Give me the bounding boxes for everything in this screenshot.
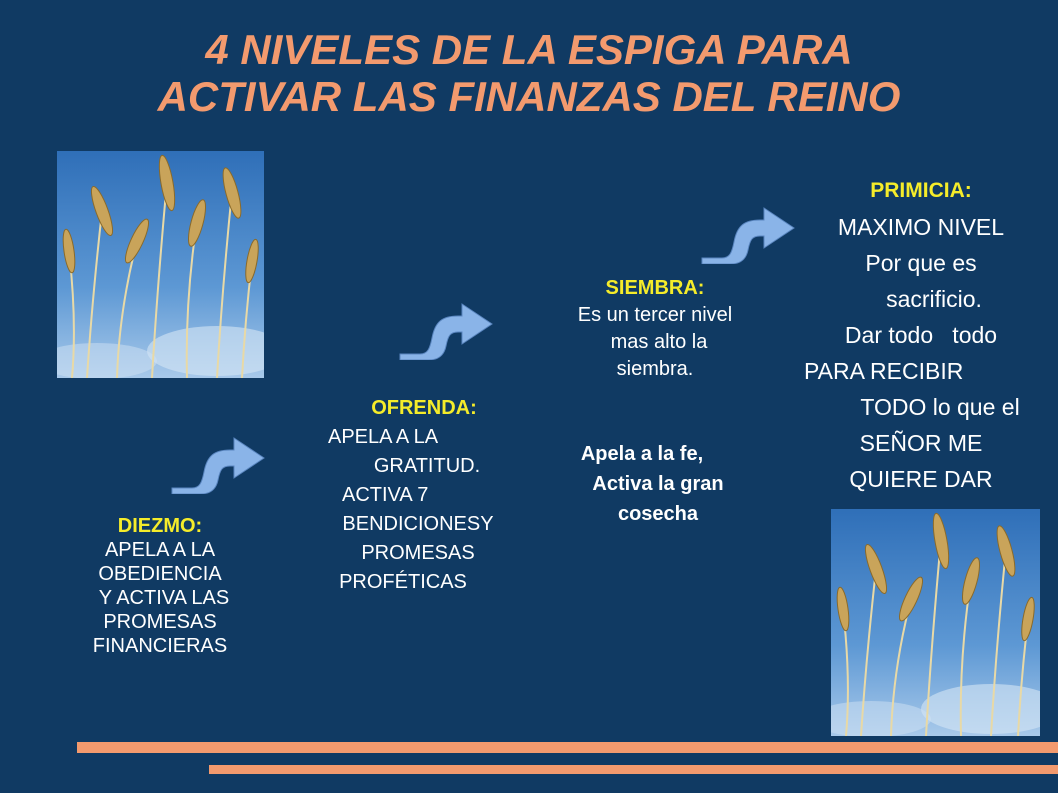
decorative-bar-top: [77, 742, 1058, 753]
diezmo-line: Y ACTIVA LAS: [98, 587, 230, 609]
ofrenda-line: GRATITUD.: [373, 455, 481, 477]
primicia-line: Dar todo todo: [844, 322, 998, 348]
primicia-line: MAXIMO NIVEL: [837, 214, 1005, 240]
diezmo-line: PROMESAS: [103, 611, 217, 633]
primicia-line: QUIERE DAR: [849, 466, 993, 492]
curved-arrow-icon: [170, 436, 266, 494]
wheat-image-bottom: [831, 509, 1040, 736]
siembra-bold-line: Activa la gran: [592, 473, 724, 495]
primicia-line: Por que es: [865, 250, 977, 276]
siembra-label: SIEMBRA:: [605, 277, 705, 299]
title-line-2: ACTIVAR LAS FINANZAS DEL REINO: [157, 73, 901, 120]
page-title: [0, 26, 1058, 120]
siembra-bold-block: [538, 439, 778, 529]
siembra-block: [532, 275, 778, 383]
siembra-line: siembra.: [616, 358, 694, 380]
primicia-label: PRIMICIA:: [870, 179, 972, 202]
siembra-line: Es un tercer nivel: [577, 304, 733, 326]
curved-arrow-icon: [398, 302, 494, 360]
diezmo-block: [50, 514, 270, 658]
diezmo-line: OBEDIENCIA: [98, 563, 222, 585]
diezmo-label: DIEZMO:: [117, 515, 203, 537]
ofrenda-line: ACTIVA 7: [342, 484, 429, 506]
ofrenda-block: [300, 394, 536, 597]
siembra-bold-line: Apela a la fe,: [580, 443, 704, 465]
siembra-bold-line: cosecha: [617, 503, 699, 525]
ofrenda-line: BENDICIONESY: [342, 513, 494, 535]
wheat-image-top: [57, 151, 264, 378]
siembra-line: mas alto la: [610, 331, 708, 353]
ofrenda-line: PROMESAS: [361, 542, 475, 564]
diezmo-line: FINANCIERAS: [92, 635, 228, 657]
curved-arrow-icon: [700, 206, 796, 264]
ofrenda-line: PROFÉTICAS: [339, 571, 467, 593]
diezmo-line: APELA A LA: [104, 539, 216, 561]
primicia-block: [796, 173, 1046, 497]
primicia-line: SEÑOR ME: [859, 430, 983, 456]
decorative-bar-bottom: [209, 765, 1058, 774]
ofrenda-label: OFRENDA:: [371, 397, 477, 419]
title-line-1: 4 NIVELES DE LA ESPIGA PARA: [205, 26, 853, 73]
primicia-line: sacrificio.: [886, 286, 982, 312]
primicia-line: PARA RECIBIR: [804, 358, 964, 384]
primicia-line: TODO lo que el: [860, 394, 1020, 420]
ofrenda-line: APELA A LA: [328, 426, 439, 448]
